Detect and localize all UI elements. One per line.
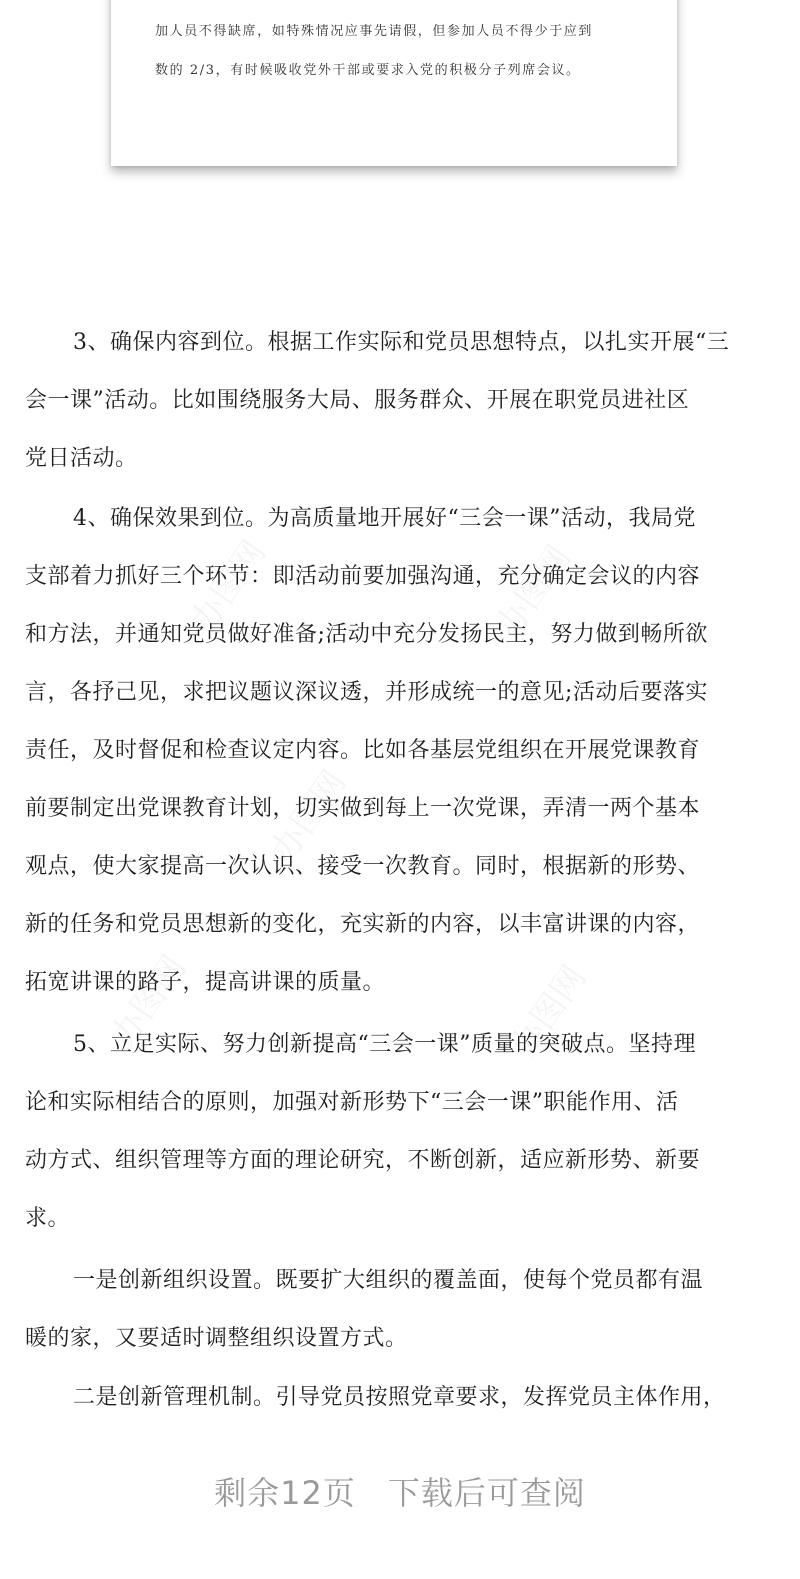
remaining-pages-label: 剩余12页 [214, 1474, 356, 1512]
card-line-2: 加人员不得缺席，如特殊情况应事先请假，但参加人员不得少于应到 [155, 24, 594, 39]
paragraph-line: 3、确保内容到位。根据工作实际和党员思想特点，以扎实开展“三 [73, 330, 730, 355]
paragraph-line: 责任，及时督促和检查议定内容。比如各基层党组织在开展党课教育 [25, 738, 701, 763]
paragraph-line: 一是创新组织设置。既要扩大组织的覆盖面，使每个党员都有温 [73, 1268, 704, 1293]
paragraph-line: 前要制定出党课教育计划，切实做到每上一次党课，弄清一两个基本 [25, 796, 701, 821]
paragraph-line: 党日活动。 [25, 446, 138, 471]
paragraph-line: 二是创新管理机制。引导党员按照党章要求，发挥党员主体作用， [73, 1385, 726, 1410]
paragraph-line: 5、立足实际、努力创新提高“三会一课”质量的突破点。坚持理 [73, 1032, 696, 1057]
card-line-3: 数的 2/3，有时候吸收党外干部或要求入党的积极分子列席会议。 [155, 63, 581, 78]
paragraph-line: 言，各抒己见，求把议题议深议透，并形成统一的意见;活动后要落实 [25, 680, 708, 705]
download-prompt[interactable] [0, 1468, 800, 1514]
download-to-view-label: 下载后可查阅 [387, 1474, 586, 1512]
paragraph-line: 4、确保效果到位。为高质量地开展好“三会一课”活动，我局党 [73, 506, 696, 531]
paragraph-line: 拓宽讲课的路子，提高讲课的质量。 [25, 970, 386, 995]
paragraph-line: 动方式、组织管理等方面的理论研究，不断创新，适应新形势、新要 [25, 1148, 701, 1173]
preview-card [111, 0, 677, 166]
paragraph-line: 会一课”活动。比如围绕服务大局、服务群众、开展在职党员进社区 [25, 388, 690, 413]
paragraph-line: 论和实际相结合的原则，加强对新形势下“三会一课”职能作用、活 [25, 1090, 679, 1115]
paragraph-line: 求。 [25, 1206, 71, 1231]
paragraph-line: 支部着力抓好三个环节：即活动前要加强沟通，充分确定会议的内容 [25, 564, 701, 589]
paragraph-line: 暖的家，又要适时调整组织设置方式。 [25, 1326, 408, 1351]
paragraph-line: 新的任务和党员思想新的变化，充实新的内容，以丰富讲课的内容， [25, 912, 701, 937]
card-line-1 [155, 0, 599, 1]
paragraph-line: 观点，使大家提高一次认识、接受一次教育。同时，根据新的形势、 [25, 854, 701, 879]
paragraph-line: 和方法，并通知党员做好准备;活动中充分发扬民主，努力做到畅所欲 [25, 622, 708, 647]
